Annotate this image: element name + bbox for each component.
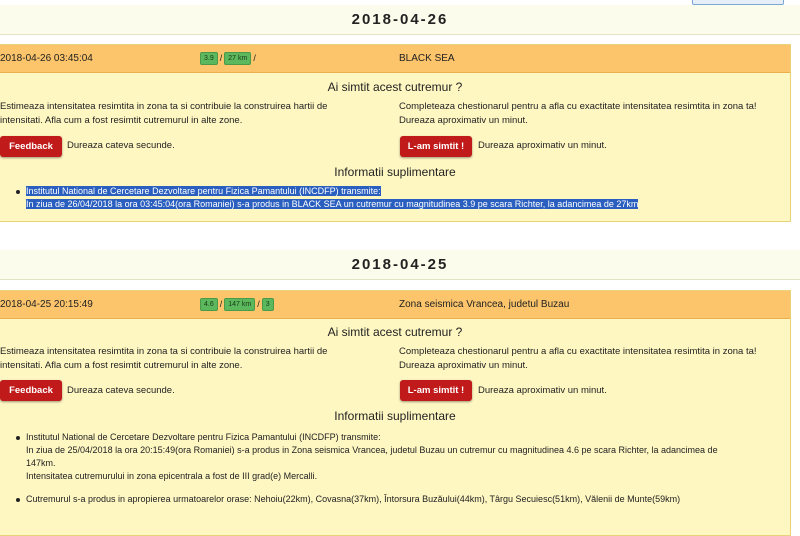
magnitude-badge: 3.9 [200,52,218,65]
earthquake-card [0,290,791,536]
felt-it-note: Dureaza aproximativ un minut. [478,140,607,151]
questionnaire-text-line: Completeaza chestionarul pentru a afla cu exactitate intensitatea resimtita in zona ta! [399,101,757,112]
earthquake-time: 2018-04-26 03:45:04 [0,53,93,64]
earthquake-location: Zona seismica Vrancea, judetul Buzau [399,299,570,310]
feedback-button[interactable]: Feedback [0,380,62,401]
info-line: 147km. [26,458,56,468]
feedback-note: Dureaza cateva secunde. [67,140,175,151]
depth-badge: 147 km [224,298,255,311]
magnitude-badge: 4.6 [200,298,218,311]
info-item [26,431,786,483]
info-item [26,493,786,506]
feedback-note: Dureaza cateva secunde. [67,385,175,396]
bullet-icon [16,436,20,440]
felt-it-button[interactable]: L-am simtit ! [400,380,472,401]
feedback-description [0,100,395,128]
earthquake-location: BLACK SEA [399,53,455,64]
earthquake-header[interactable] [0,291,790,319]
earthquake-header[interactable] [0,45,790,73]
info-line: Institutul National de Cercetare Dezvoltare pentru Fizica Pamantului (INCDFP) transmite: [26,186,381,196]
feedback-text-line: intensitati. Afla cum a fost resimtit cutremurul in alte zone. [0,360,243,371]
felt-title: Ai simtit acest cutremur ? [327,80,463,94]
earthquake-card [0,44,791,222]
feedback-button[interactable]: Feedback [0,136,62,157]
earthquake-badges: 4.6 / 147 km / 3 [200,291,274,318]
feedback-text-line: Estimeaza intensitatea resimtita in zona ta si contribuie la construirea hartii de [0,346,328,357]
intensity-badge: 3 [262,298,274,311]
info-line: Intensitatea cutremurului in zona epicentrala a fost de III grad(e) Mercalli. [26,471,318,481]
feedback-text-line: Estimeaza intensitatea resimtita in zona ta si contribuie la construirea hartii de [0,101,328,112]
felt-title: Ai simtit acest cutremur ? [327,325,463,339]
date-header: 2018-04-25 [0,250,800,280]
date-header: 2018-04-26 [0,5,800,35]
questionnaire-text-line: Dureaza aproximativ un minut. [399,115,528,126]
felt-it-button[interactable]: L-am simtit ! [400,136,472,157]
questionnaire-description [399,100,789,128]
questionnaire-description [399,345,789,373]
feedback-text-line: intensitati. Afla cum a fost resimtit cutremurul in alte zone. [0,115,243,126]
bullet-icon [16,190,20,194]
info-item [26,185,638,211]
info-line: In ziua de 25/04/2018 la ora 20:15:49(ora Romaniei) s-a produs in Zona seismica Vrancea, judetul Buzau un cutremur cu magnitudinea 4.6 pe scara Richter, la adancimea de [26,445,718,455]
info-line: Institutul National de Cercetare Dezvoltare pentru Fizica Pamantului (INCDFP) transmite: [26,432,381,442]
felt-it-note: Dureaza aproximativ un minut. [478,385,607,396]
feedback-description [0,345,395,373]
earthquake-time: 2018-04-25 20:15:49 [0,299,93,310]
info-title: Informatii suplimentare [334,165,456,179]
info-line: Cutremurul s-a produs in apropierea urmatoarelor orase: Nehoiu(22km), Covasna(37km), Întorsura Buzăului(44km), Târgu Secuiesc(51km), Vălenii de Munte(59km) [26,494,681,504]
questionnaire-text-line: Completeaza chestionarul pentru a afla cu exactitate intensitatea resimtita in zona ta! [399,346,757,357]
info-line: In ziua de 26/04/2018 la ora 03:45:04(ora Romaniei) s-a produs in BLACK SEA un cutremur cu magnitudinea 3.9 pe scara Richter, la adancimea de 27km [26,199,639,209]
earthquake-badges: 3.9 / 27 km / [200,45,258,72]
info-title: Informatii suplimentare [334,409,456,423]
questionnaire-text-line: Dureaza aproximativ un minut. [399,360,528,371]
bullet-icon [16,498,20,502]
depth-badge: 27 km [224,52,251,65]
